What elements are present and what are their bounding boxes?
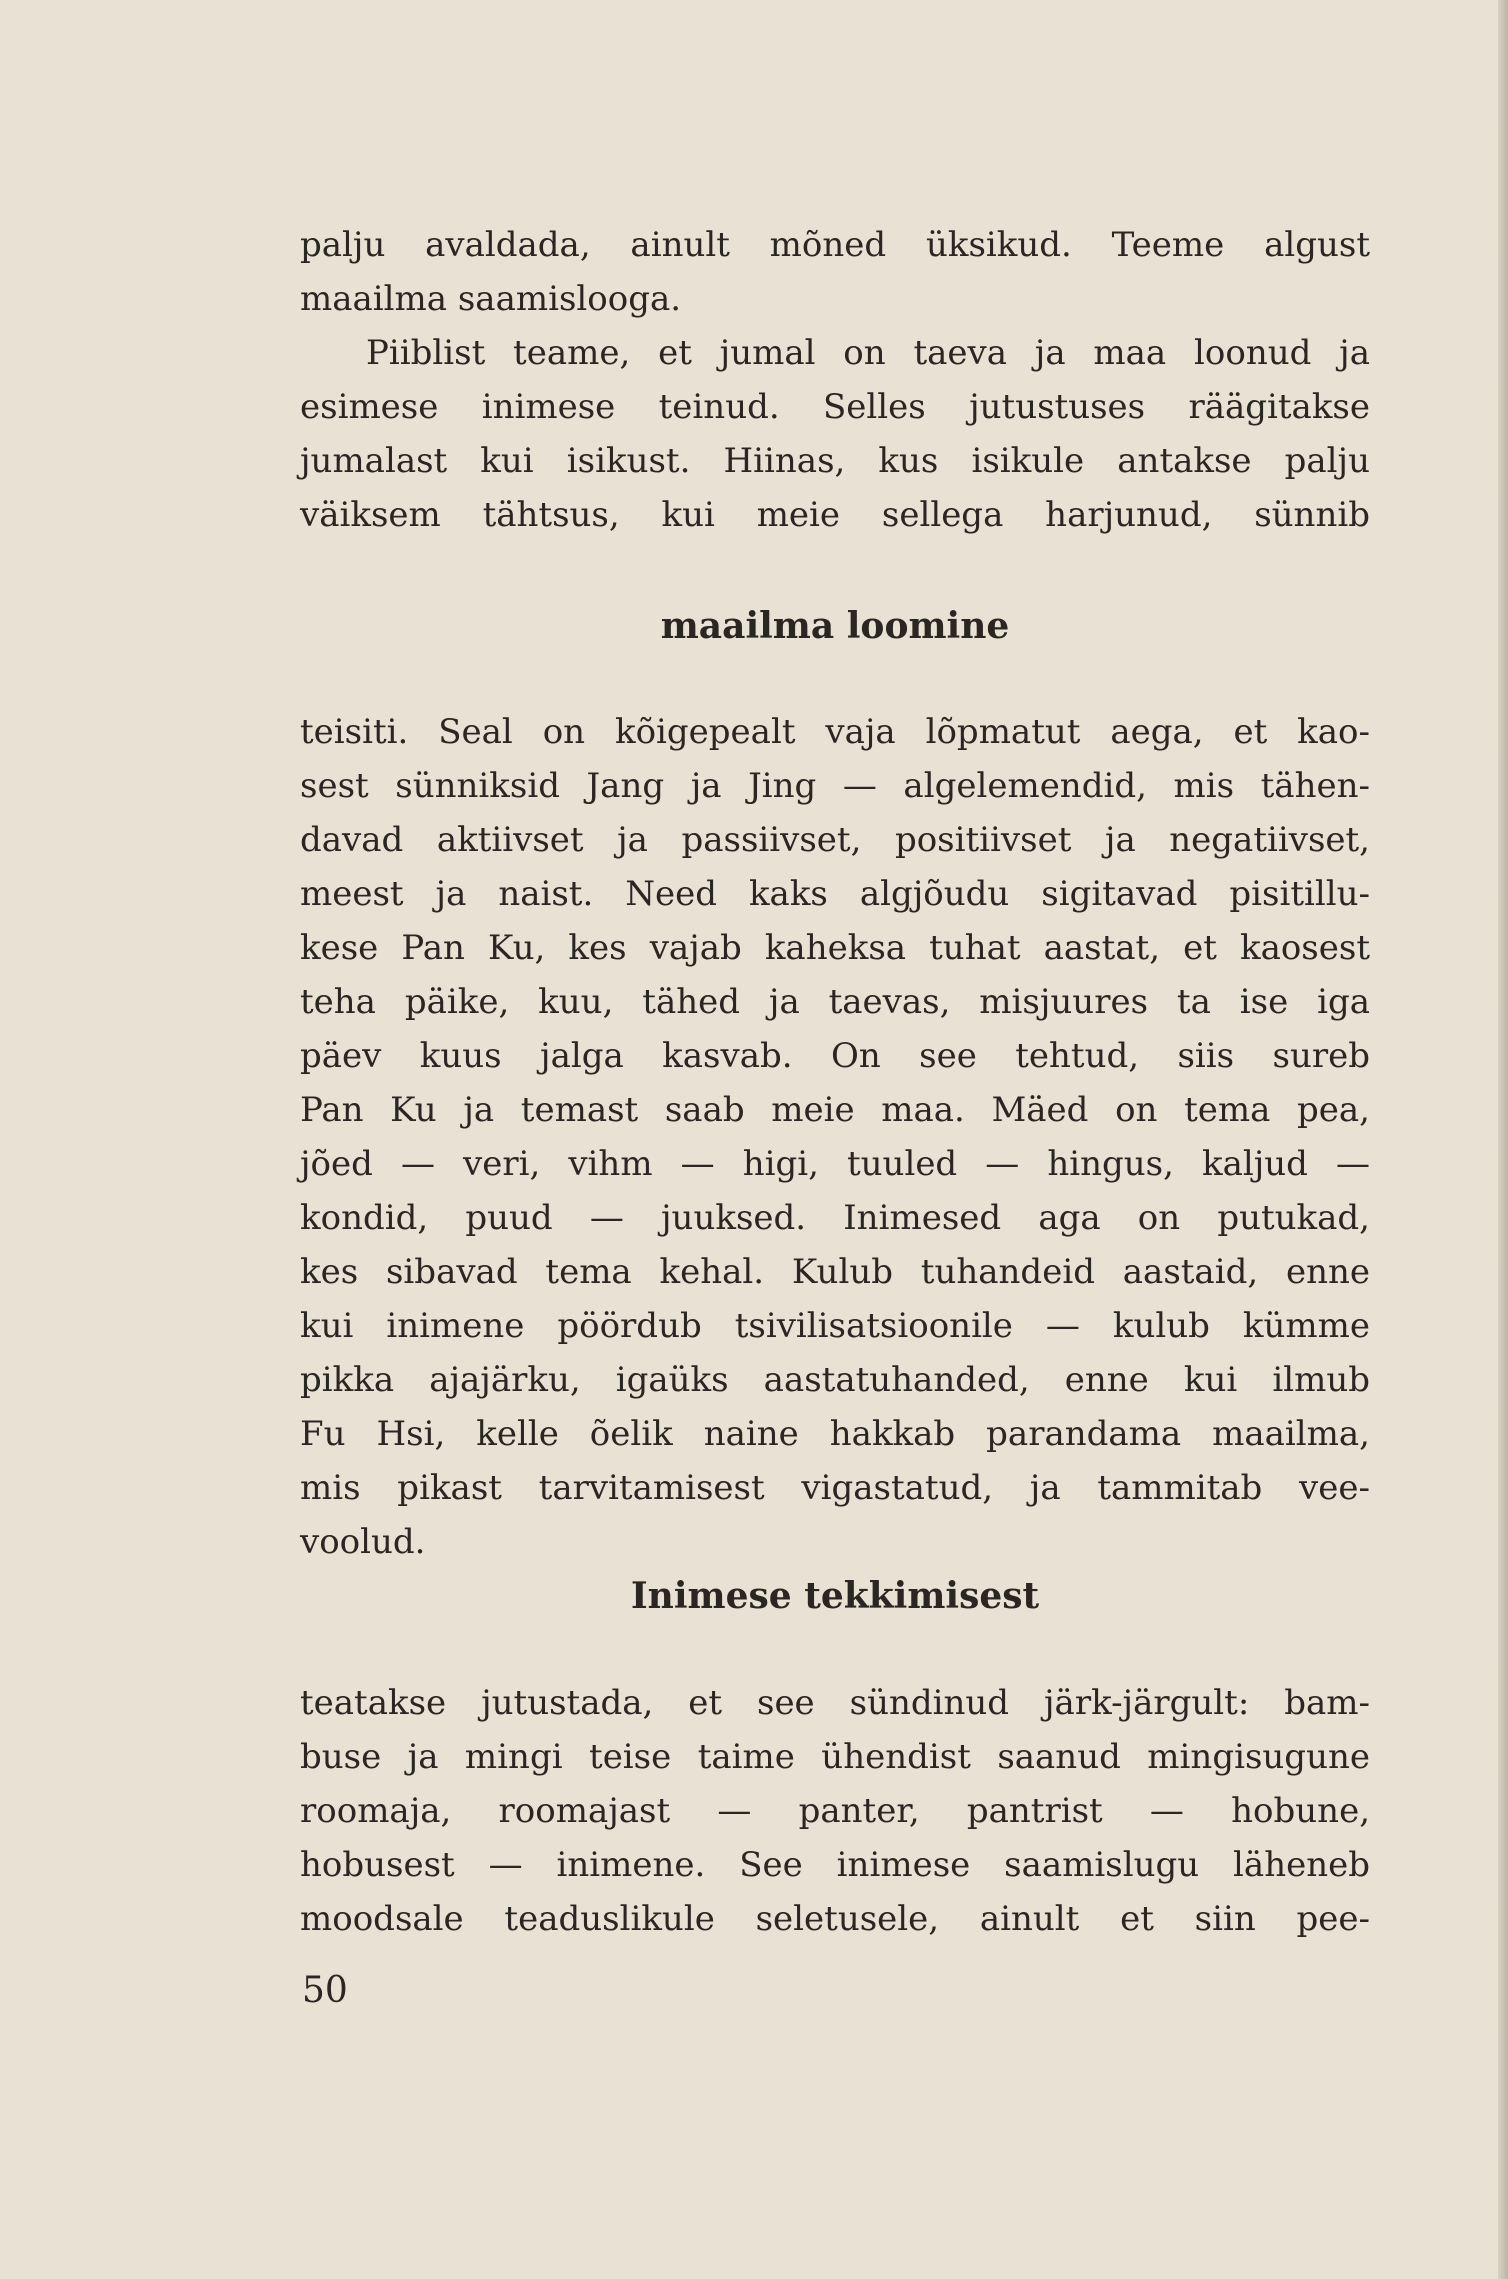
text-line: buse ja mingi teise taime ühendist saanud mingisugune <box>300 1737 1370 1777</box>
text-line: Piiblist teame, et jumal on taeva ja maa loonud ja <box>366 333 1370 373</box>
page-number: 50 <box>302 1970 348 2011</box>
text-line: kui inimene pöördub tsivilisatsioonile — kulub kümme <box>300 1306 1370 1346</box>
text-line: jumalast kui isikust. Hiinas, kus isikule antakse palju <box>300 441 1370 481</box>
text-line: päev kuus jalga kasvab. On see tehtud, siis sureb <box>300 1036 1370 1076</box>
text-line: Fu Hsi, kelle õelik naine hakkab parandama maailma, <box>300 1414 1370 1454</box>
text-line: maailma saamislooga. <box>300 279 682 319</box>
text-line: palju avaldada, ainult mõned üksikud. Teeme algust <box>300 225 1370 265</box>
text-line: voolud. <box>300 1522 426 1562</box>
text-line: meest ja naist. Need kaks algjõudu sigitavad pisitillu- <box>300 874 1370 914</box>
text-line: kondid, puud — juuksed. Inimesed aga on putukad, <box>300 1198 1370 1238</box>
paragraph-1 <box>300 218 1370 326</box>
paragraph-3 <box>300 705 1370 1569</box>
text-line: mis pikast tarvitamisest vigastatud, ja tammitab vee- <box>300 1468 1370 1508</box>
text-line: väiksem tähtsus, kui meie sellega harjunud, sünnib <box>300 495 1370 535</box>
section-heading: Inimese tekkimisest <box>630 1575 1040 1617</box>
text-line: sest sünniksid Jang ja Jing — algelemendid, mis tähen- <box>300 766 1370 806</box>
paragraph-4 <box>300 1676 1370 1946</box>
text-line: pikka ajajärku, igaüks aastatuhanded, enne kui ilmub <box>300 1360 1370 1400</box>
section-heading: maailma loomine <box>660 605 1010 647</box>
text-line: hobusest — inimene. See inimese saamislugu läheneb <box>300 1845 1370 1885</box>
text-line: Pan Ku ja temast saab meie maa. Mäed on tema pea, <box>300 1090 1370 1130</box>
text-line: teha päike, kuu, tähed ja taevas, misjuures ta ise iga <box>300 982 1370 1022</box>
page-edge <box>1498 0 1508 2279</box>
text-line: teatakse jutustada, et see sündinud järk-järgult: bam- <box>300 1683 1370 1723</box>
text-line: esimese inimese teinud. Selles jutustuses räägitakse <box>300 387 1370 427</box>
paragraph-2 <box>300 326 1370 542</box>
text-line: teisiti. Seal on kõigepealt vaja lõpmatut aega, et kao- <box>300 712 1370 752</box>
text-line: kese Pan Ku, kes vajab kaheksa tuhat aastat, et kaosest <box>300 928 1370 968</box>
text-line: roomaja, roomajast — panter, pantrist — hobune, <box>300 1791 1370 1831</box>
text-line: davad aktiivset ja passiivset, positiivset ja negatiivset, <box>300 820 1370 860</box>
text-line: kes sibavad tema kehal. Kulub tuhandeid aastaid, enne <box>300 1252 1370 1292</box>
text-line: jõed — veri, vihm — higi, tuuled — hingus, kaljud — <box>300 1144 1370 1184</box>
text-line: moodsale teaduslikule seletusele, ainult et siin pee- <box>300 1899 1370 1939</box>
